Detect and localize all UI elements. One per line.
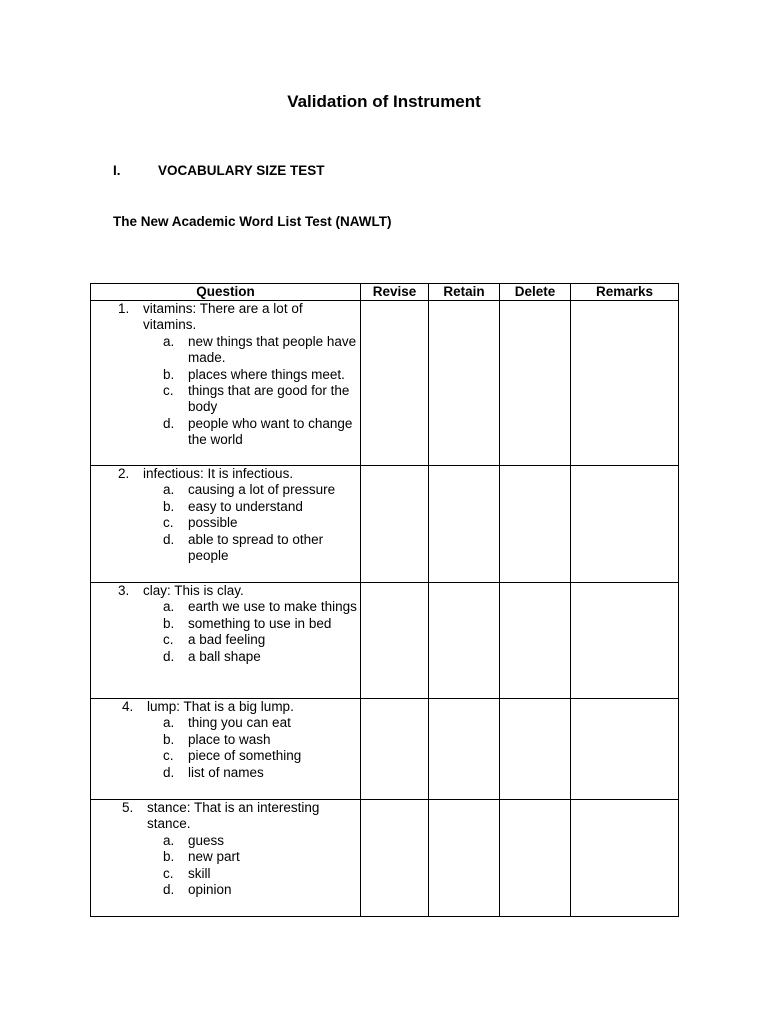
revise-cell[interactable]	[361, 800, 429, 917]
revise-cell[interactable]	[361, 699, 429, 800]
option-letter: b.	[163, 498, 175, 514]
option-letter: d.	[163, 764, 175, 780]
question-text: infectious: It is infectious.	[143, 466, 294, 481]
option-text: things that are good for the body	[188, 383, 350, 415]
header-delete: Delete	[500, 284, 571, 301]
option-text: causing a lot of pressure	[188, 482, 336, 498]
option-letter: b.	[163, 731, 175, 747]
question-text: lump: That is a big lump.	[147, 699, 294, 714]
header-retain: Retain	[429, 284, 500, 301]
option-text: a ball shape	[188, 648, 261, 664]
answer-option	[91, 383, 360, 416]
question-text: vitamins: There are a lot of vitamins.	[143, 301, 303, 333]
question-cell	[91, 466, 361, 583]
option-text: able to spread to other people	[188, 531, 324, 564]
question-stem	[91, 699, 360, 715]
revise-cell[interactable]	[361, 466, 429, 583]
option-letter: b.	[163, 615, 175, 631]
question-cell	[91, 699, 361, 800]
answer-option	[91, 849, 360, 865]
option-letter: c.	[163, 632, 174, 648]
option-letter: a.	[163, 333, 175, 349]
answer-option	[91, 334, 360, 367]
option-text: list of names	[188, 764, 264, 780]
option-text: thing you can eat	[188, 715, 291, 731]
option-text: guess	[188, 832, 225, 848]
question-stem	[91, 466, 360, 482]
option-text: easy to understand	[188, 498, 303, 514]
option-letter: a.	[163, 482, 175, 498]
option-letter: a.	[163, 715, 175, 731]
question-cell	[91, 301, 361, 466]
revise-cell[interactable]	[361, 301, 429, 466]
option-letter: c.	[163, 865, 174, 881]
table-row	[91, 699, 679, 800]
section-number: I.	[113, 163, 121, 178]
answer-option	[91, 515, 360, 531]
answer-option	[91, 532, 360, 565]
question-cell	[91, 583, 361, 699]
option-letter: d.	[163, 415, 175, 431]
remarks-cell[interactable]	[571, 466, 679, 583]
option-text: possible	[188, 515, 238, 531]
answer-option	[91, 882, 360, 898]
test-subtitle: The New Academic Word List Test (NAWLT)	[113, 214, 392, 229]
question-stem	[91, 800, 360, 833]
header-question: Question	[91, 284, 361, 301]
delete-cell[interactable]	[500, 301, 571, 466]
answer-option	[91, 499, 360, 515]
answer-option	[91, 616, 360, 632]
option-text: earth we use to make things	[188, 599, 357, 615]
answer-option	[91, 367, 360, 383]
remarks-cell[interactable]	[571, 699, 679, 800]
table-row	[91, 800, 679, 917]
question-cell	[91, 800, 361, 917]
retain-cell[interactable]	[429, 800, 500, 917]
table-row	[91, 466, 679, 583]
table-header-row	[91, 284, 679, 301]
option-letter: c.	[163, 515, 174, 531]
header-revise: Revise	[361, 284, 429, 301]
option-letter: b.	[163, 849, 175, 865]
remarks-cell[interactable]	[571, 301, 679, 466]
option-text: something to use in bed	[188, 615, 332, 631]
question-number: 3.	[118, 583, 130, 598]
option-text: skill	[188, 865, 211, 881]
answer-option	[91, 649, 360, 665]
remarks-cell[interactable]	[571, 583, 679, 699]
table-row	[91, 301, 679, 466]
option-text: people who want to change the world	[188, 415, 353, 448]
retain-cell[interactable]	[429, 466, 500, 583]
retain-cell[interactable]	[429, 699, 500, 800]
delete-cell[interactable]	[500, 466, 571, 583]
delete-cell[interactable]	[500, 699, 571, 800]
option-text: opinion	[188, 882, 232, 898]
answer-option	[91, 715, 360, 731]
option-text: place to wash	[188, 731, 271, 747]
option-letter: d.	[163, 648, 175, 664]
answer-option	[91, 866, 360, 882]
page-title: Validation of Instrument	[287, 92, 481, 111]
revise-cell[interactable]	[361, 583, 429, 699]
answer-option	[91, 632, 360, 648]
section-title: VOCABULARY SIZE TEST	[158, 163, 325, 178]
answer-option	[91, 748, 360, 764]
header-remarks: Remarks	[571, 284, 679, 301]
option-letter: b.	[163, 366, 175, 382]
option-letter: c.	[163, 383, 174, 399]
question-number: 4.	[122, 699, 134, 714]
answer-option	[91, 732, 360, 748]
option-text: a bad feeling	[188, 632, 266, 648]
option-text: piece of something	[188, 748, 302, 764]
answer-option	[91, 482, 360, 498]
option-letter: d.	[163, 531, 175, 547]
option-letter: c.	[163, 748, 174, 764]
question-number: 1.	[118, 301, 130, 316]
remarks-cell[interactable]	[571, 800, 679, 917]
answer-option	[91, 599, 360, 615]
question-number: 2.	[118, 466, 130, 481]
question-text: stance: That is an interesting stance.	[147, 800, 320, 832]
option-letter: a.	[163, 599, 175, 615]
answer-option	[91, 833, 360, 849]
delete-cell[interactable]	[500, 800, 571, 917]
question-text: clay: This is clay.	[143, 583, 244, 598]
question-stem	[91, 583, 360, 599]
answer-option	[91, 765, 360, 781]
option-text: places where things meet.	[188, 366, 345, 382]
delete-cell[interactable]	[500, 583, 571, 699]
answer-option	[91, 416, 360, 449]
table-row	[91, 583, 679, 699]
question-stem	[91, 301, 360, 334]
option-letter: a.	[163, 832, 175, 848]
option-text: new part	[188, 849, 240, 865]
validation-table	[90, 283, 679, 917]
retain-cell[interactable]	[429, 583, 500, 699]
option-text: new things that people have made.	[188, 333, 357, 366]
retain-cell[interactable]	[429, 301, 500, 466]
question-number: 5.	[122, 800, 134, 815]
option-letter: d.	[163, 882, 175, 898]
